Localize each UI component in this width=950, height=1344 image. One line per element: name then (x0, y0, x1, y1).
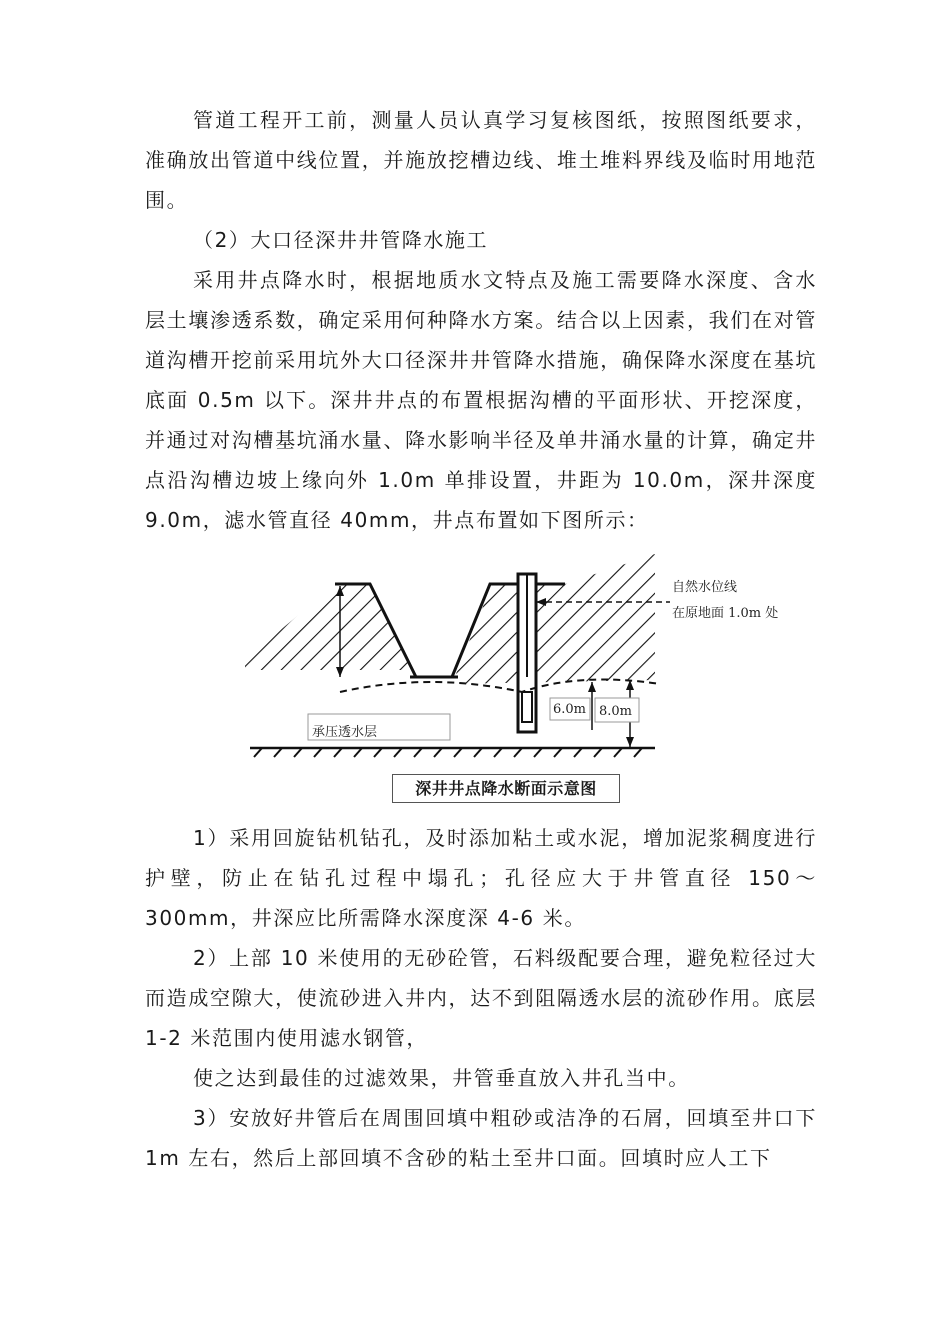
right-soil-hatch (452, 554, 655, 684)
step-2: 2）上部 10 米使用的无砂砼管，石料级配要合理，避免粒径过大而造成空隙大，使流砂进入井内，达不到阻隔透水层的流砂作用。底层 1-2 米范围内使用滤水钢管， (145, 946, 817, 1050)
water-level-label: 自然水位线 (672, 580, 738, 595)
left-soil-hatch (245, 584, 412, 670)
water-level-note: 在原地面 1.0m 处 (672, 606, 779, 621)
paragraph-dewatering: 采用井点降水时，根据地质水文特点及施工需要降水深度、含水层土壤渗透系数，确定采用何种降水方案。结合以上因素，我们在对管道沟槽开挖前采用坑外大口径深井井管降水措施，确保降水深度在基坑底面 0.5m 以下。深井井点的布置根据沟槽的平面形状、开挖深度，并通过对沟槽基坑涌水量、降水影响半径及单井涌水量的计算，确定井点沿沟槽边坡上缘向外 1.0m 单排设置，井距为 10.0m，深井深度 9.0m，滤水管直径 40mm，井点布置如下图所示： (145, 268, 817, 532)
dimension-6m-label: 6.0m (553, 702, 587, 717)
step-1: 1）采用回旋钻机钻孔，及时添加粘土或水泥，增加泥浆稠度进行护壁，防止在钻孔过程中塌孔；孔径应大于井管直径 150～300mm，井深应比所需降水深度深 4-6 米。 (145, 826, 817, 930)
dewatering-cross-section-diagram (240, 552, 779, 802)
dimension-8m-label: 8.0m (599, 704, 633, 719)
step-3: 3）安放好井管后在周围回填中粗砂或洁净的石屑，回填至井口下 1m 左右，然后上部回填不含砂的粘土至井口面。回填时应人工下 (145, 1106, 817, 1170)
paragraph-survey: 管道工程开工前，测量人员认真学习复核图纸，按照图纸要求，准确放出管道中线位置，并施放挖槽边线、堆土堆料界线及临时用地范围。 (145, 108, 817, 212)
step-2-continued: 使之达到最佳的过滤效果，井管垂直放入井孔当中。 (193, 1066, 690, 1090)
aquifer-label: 承压透水层 (312, 725, 378, 740)
cross-section-drawing (240, 552, 670, 767)
figure-caption: 深井井点降水断面示意图 (392, 774, 620, 803)
section-heading: （2）大口径深井井管降水施工 (193, 228, 489, 252)
